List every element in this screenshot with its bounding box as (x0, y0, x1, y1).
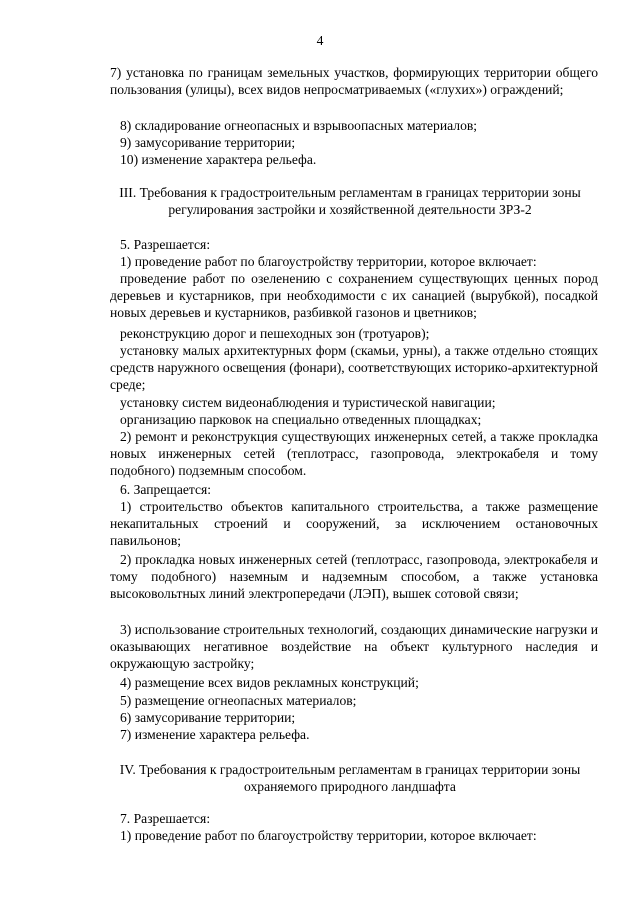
paragraph-6-2: 2) прокладка новых инженерных сетей (теплотрасс, газопровода, электрокабеля и тому подобного) наземным и надземным способом, а также установка высоковольтных линий электропередачи (ЛЭП), вышек сотовой связи; (110, 552, 598, 602)
paragraph-small-forms: установку малых архитектурных форм (скамьи, урны), а также отдельно стоящих средств наружного освещения (фонари), соответствующих историко-архитектурной среде; (110, 343, 598, 393)
paragraph-item-9: 9) замусоривание территории; (120, 135, 296, 150)
paragraph-roads: реконструкцию дорог и пешеходных зон (тротуаров); (120, 326, 430, 341)
paragraph-6-6: 6) замусоривание территории; (120, 710, 296, 725)
paragraph-video: установку систем видеонаблюдения и туристической навигации; (120, 395, 496, 410)
paragraph-5-2: 2) ремонт и реконструкция существующих инженерных сетей, а также прокладка новых инженерных сетей (теплотрасс, газопровода, электрокабеля и тому подобного) подземным способом. (110, 429, 598, 479)
paragraph-item-10: 10) изменение характера рельефа. (120, 152, 317, 167)
paragraph-6-5: 5) размещение огнеопасных материалов; (120, 693, 357, 708)
paragraph-7-1: 1) проведение работ по благоустройству территории, которое включает: (120, 828, 537, 843)
paragraph-6-1: 1) строительство объектов капитального строительства, а также размещение некапитальных строений и сооружений, за исключением остановочных павильонов; (110, 499, 598, 549)
paragraph-7: 7. Разрешается: (120, 811, 211, 826)
page-number: 4 (316, 33, 324, 48)
paragraph-6-3: 3) использование строительных технологий, создающих динамические нагрузки и оказывающих негативное воздействие на объект культурного наследия и окружающую застройку; (110, 622, 598, 672)
paragraph-landscaping: проведение работ по озеленению с сохранением существующих ценных пород деревьев и кустарников, при необходимости с их санацией (вырубкой), посадкой новых деревьев и кустарников, разбивкой газонов и цветников; (110, 271, 598, 321)
paragraph-parking: организацию парковок на специально отведенных площадках; (120, 412, 482, 427)
paragraph-item-7 (110, 64, 598, 98)
paragraph-item-8: 8) складирование огнеопасных и взрывоопасных материалов; (120, 118, 478, 133)
paragraph-6: 6. Запрещается: (120, 482, 212, 497)
section-heading-iv: IV. Требования к градостроительным регламентам в границах территории зоны охраняемого природного ландшафта (119, 762, 581, 795)
section-heading-iii: III. Требования к градостроительным регламентам в границах территории зоны регулирования застройки и хозяйственной деятельности ЗРЗ-2 (119, 185, 581, 218)
paragraph-6-7: 7) изменение характера рельефа. (120, 727, 310, 742)
paragraph-text: 7) установка по границам земельных участков, формирующих территории общего пользования (улицы), всех видов непросматриваемых («глухих») ограждений; (110, 65, 598, 98)
paragraph-5-1: 1) проведение работ по благоустройству территории, которое включает: (120, 254, 537, 269)
paragraph-6-4: 4) размещение всех видов рекламных конструкций; (120, 675, 419, 690)
paragraph-5: 5. Разрешается: (120, 237, 211, 252)
